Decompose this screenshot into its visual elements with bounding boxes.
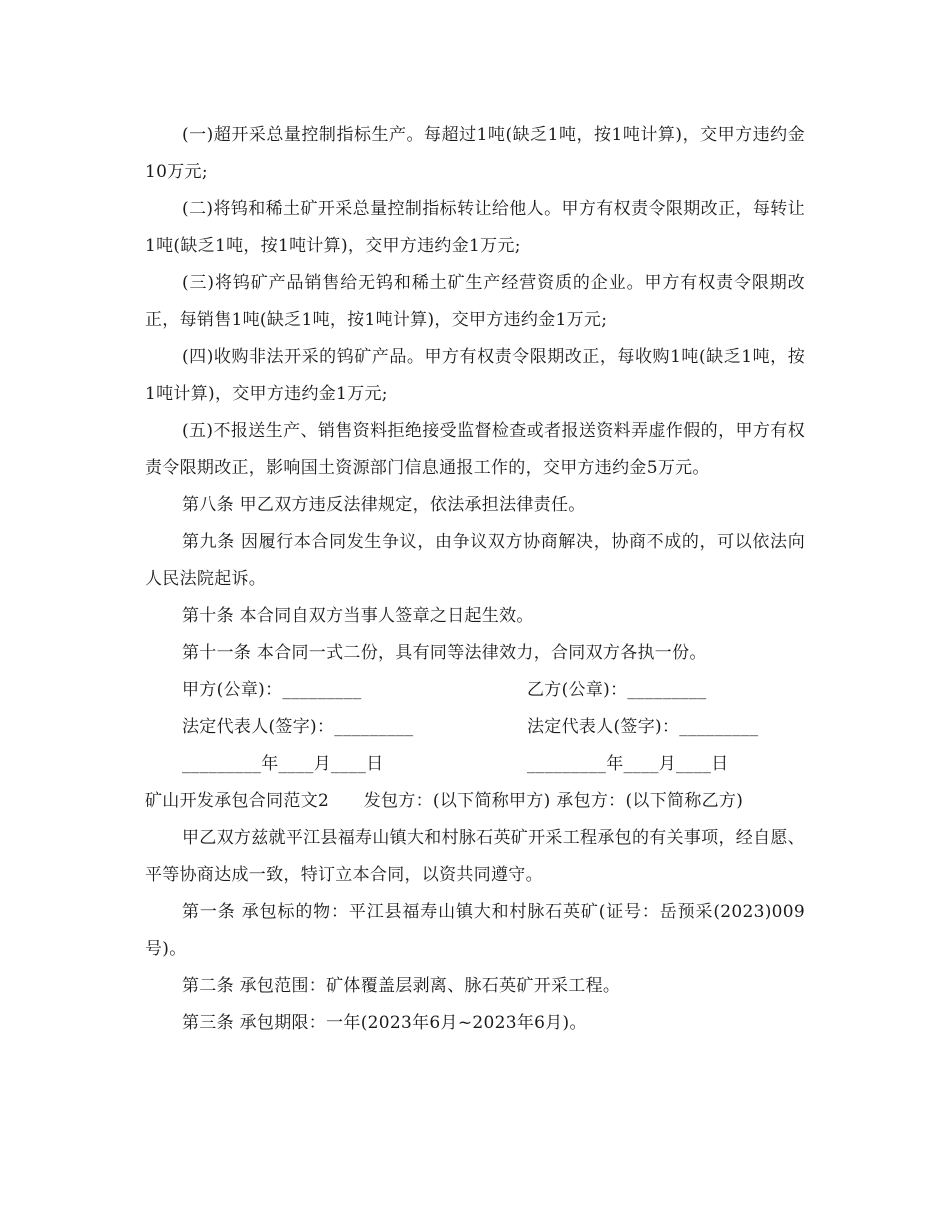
signature-date-row [145,746,805,783]
contract-2-article-2: 第二条 承包范围：矿体覆盖层剥离、脉石英矿开采工程。 [182,976,621,996]
clause-3: (三)将钨矿产品销售给无钨和稀土矿生产经营资质的企业。甲方有权责令限期改正，每销售1吨(缺乏1吨，按1吨计算)，交甲方违约金1万元; [145,273,805,330]
clause-5: (五)不报送生产、销售资料拒绝接受监督检查或者报送资料弄虚作假的，甲方有权责令限期改正，影响国土资源部门信息通报工作的，交甲方违约金5万元。 [145,421,805,478]
party-a-representative: 法定代表人(签字)：_________ [182,717,414,737]
contract-2-heading: 矿山开发承包合同范文2 发包方：(以下简称甲方) 承包方：(以下简称乙方) [145,791,744,811]
article-8: 第八条 甲乙双方违反法律规定，依法承担法律责任。 [182,495,586,515]
clause-2: (二)将钨和稀土矿开采总量控制指标转让给他人。甲方有权责令限期改正，每转让1吨(缺乏1吨，按1吨计算)，交甲方违约金1万元; [145,199,805,256]
document-body [145,117,805,1042]
party-b-date: _________年____月____日 [527,754,729,774]
contract-2-intro: 甲乙双方兹就平江县福寿山镇大和村脉石英矿开采工程承包的有关事项，经自愿、平等协商达成一致，特订立本合同，以资共同遵守。 [145,828,805,885]
signature-rep-row [145,709,805,746]
contract-2-article-1: 第一条 承包标的物：平江县福寿山镇大和村脉石英矿(证号：岳预采(2023)009号)。 [145,902,805,959]
signature-seal-row [145,672,805,709]
party-b-seal: 乙方(公章)：_________ [527,680,707,700]
party-a-date: _________年____月____日 [182,754,384,774]
contract-2-article-3: 第三条 承包期限：一年(2023年6月~2023年6月)。 [182,1013,587,1033]
article-10: 第十条 本合同自双方当事人签章之日起生效。 [182,606,534,626]
clause-4: (四)收购非法开采的钨矿产品。甲方有权责令限期改正，每收购1吨(缺乏1吨，按1吨计算)，交甲方违约金1万元; [145,347,805,404]
article-11: 第十一条 本合同一式二份，具有同等法律效力，合同双方各执一份。 [182,643,707,663]
party-b-representative: 法定代表人(签字)：_________ [527,717,759,737]
article-9: 第九条 因履行本合同发生争议，由争议双方协商解决，协商不成的，可以依法向人民法院起诉。 [145,532,805,589]
clause-1: (一)超开采总量控制指标生产。每超过1吨(缺乏1吨，按1吨计算)，交甲方违约金10万元; [145,125,805,182]
party-a-seal: 甲方(公章)：_________ [182,680,362,700]
